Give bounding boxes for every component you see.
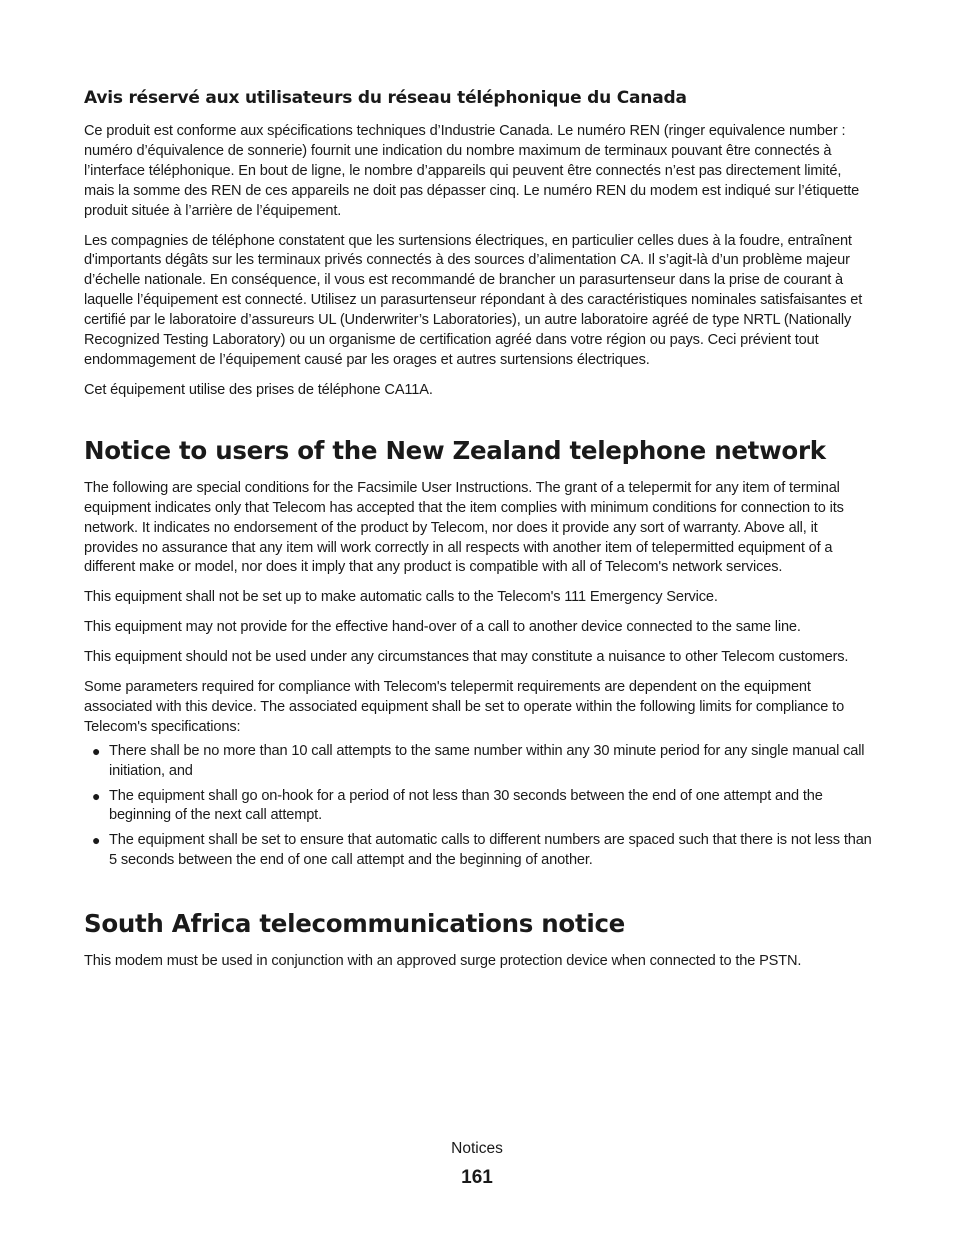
nz-limits-list	[84, 742, 874, 871]
footer-section-title: Notices	[451, 1140, 503, 1157]
nz-paragraph-emergency: This equipment shall not be set up to make automatic calls to the Telecom's 111 Emergency Service.	[84, 589, 718, 606]
list-item-text: The equipment shall go on-hook for a period of not less than 30 seconds between the end of one attempt and the beginning of the next call attempt.	[109, 787, 823, 824]
canada-notice-heading: Avis réservé aux utilisateurs du réseau téléphonique du Canada	[84, 88, 687, 108]
nz-paragraph-handover: This equipment may not provide for the effective hand-over of a call to another device connected to the same line.	[84, 619, 801, 636]
bullet-icon: ●	[92, 742, 101, 759]
bullet-icon: ●	[92, 832, 101, 849]
canada-paragraph-jack: Cet équipement utilise des prises de téléphone CA11A.	[84, 381, 433, 398]
bullet-icon: ●	[92, 787, 101, 804]
list-item	[84, 787, 874, 827]
nz-paragraph-telepermit: The following are special conditions for the Facsimile User Instructions. The grant of a telepermit for any item of terminal equipment indicates only that Telecom has accepted that the item complies with minimum conditions for connection to its network. It indicates no endorsement of the product by Telecom, nor does it provide any sort of warranty. Above all, it provides no assurance that any item will work correctly in all respects with another item of telepermitted equipment of a different make or model, nor does it imply that any product is compatible with all of Telecom's network services.	[84, 479, 844, 576]
list-item	[84, 742, 874, 782]
page-content	[84, 86, 874, 982]
south-africa-notice-heading: South Africa telecommunications notice	[84, 909, 625, 939]
nz-paragraph-nuisance: This equipment should not be used under any circumstances that may constitute a nuisance to other Telecom customers.	[84, 649, 849, 666]
new-zealand-notice-heading: Notice to users of the New Zealand telephone network	[84, 435, 826, 465]
south-africa-paragraph: This modem must be used in conjunction with an approved surge protection device when connected to the PSTN.	[84, 953, 802, 970]
page-number: 161	[461, 1167, 493, 1188]
list-item-text: There shall be no more than 10 call attempts to the same number within any 30 minute period for any single manual call initiation, and	[109, 742, 865, 779]
list-item	[84, 831, 874, 871]
canada-paragraph-surge: Les compagnies de téléphone constatent que les surtensions électriques, en particulier celles dues à la foudre, entraînent d'importants dégâts sur les terminaux privés connectés à des sources d’alimentation CA. Il s’agit-là d’un problème majeur d’échelle nationale. En conséquence, il vous est recommandé de brancher un parasurtenseur dans la prise de courant à laquelle l’équipement est connecté. Utilisez un parasurtenseur répondant à des caractéristiques nominales satisfaisantes et certifié par le laboratoire d’assureurs UL (Underwriter’s Laboratories), un autre laboratoire agréé de type NRTL (Nationally Recognized Testing Laboratory) ou un organisme de certification agréé dans votre région ou pays. Ceci prévient tout endommagement de l’équipement causé par les orages et autres surtensions électriques.	[84, 232, 863, 368]
canada-paragraph-ren: Ce produit est conforme aux spécifications techniques d’Industrie Canada. Le numéro REN (ringer equivalence number : numéro d’équivalence de sonnerie) fournit une indication du nombre maximum de terminaux pouvant être connectés à l’interface téléphonique. En bout de ligne, le nombre d’appareils qui peuvent être connectés n’est pas directement limité, mais la somme des REN de ces appareils ne doit pas dépasser cinq. Le numéro REN du modem est indiqué sur l’étiquette produit située à l’arrière de l’équipement.	[84, 123, 860, 219]
nz-paragraph-parameters: Some parameters required for compliance with Telecom's telepermit requirements are dependent on the equipment associated with this device. The associated equipment shall be set to operate within the following limits for compliance to Telecom's specifications:	[84, 679, 845, 735]
list-item-text: The equipment shall be set to ensure that automatic calls to different numbers are spaced such that there is not less than 5 seconds between the end of one call attempt and the beginning of another.	[109, 832, 872, 869]
